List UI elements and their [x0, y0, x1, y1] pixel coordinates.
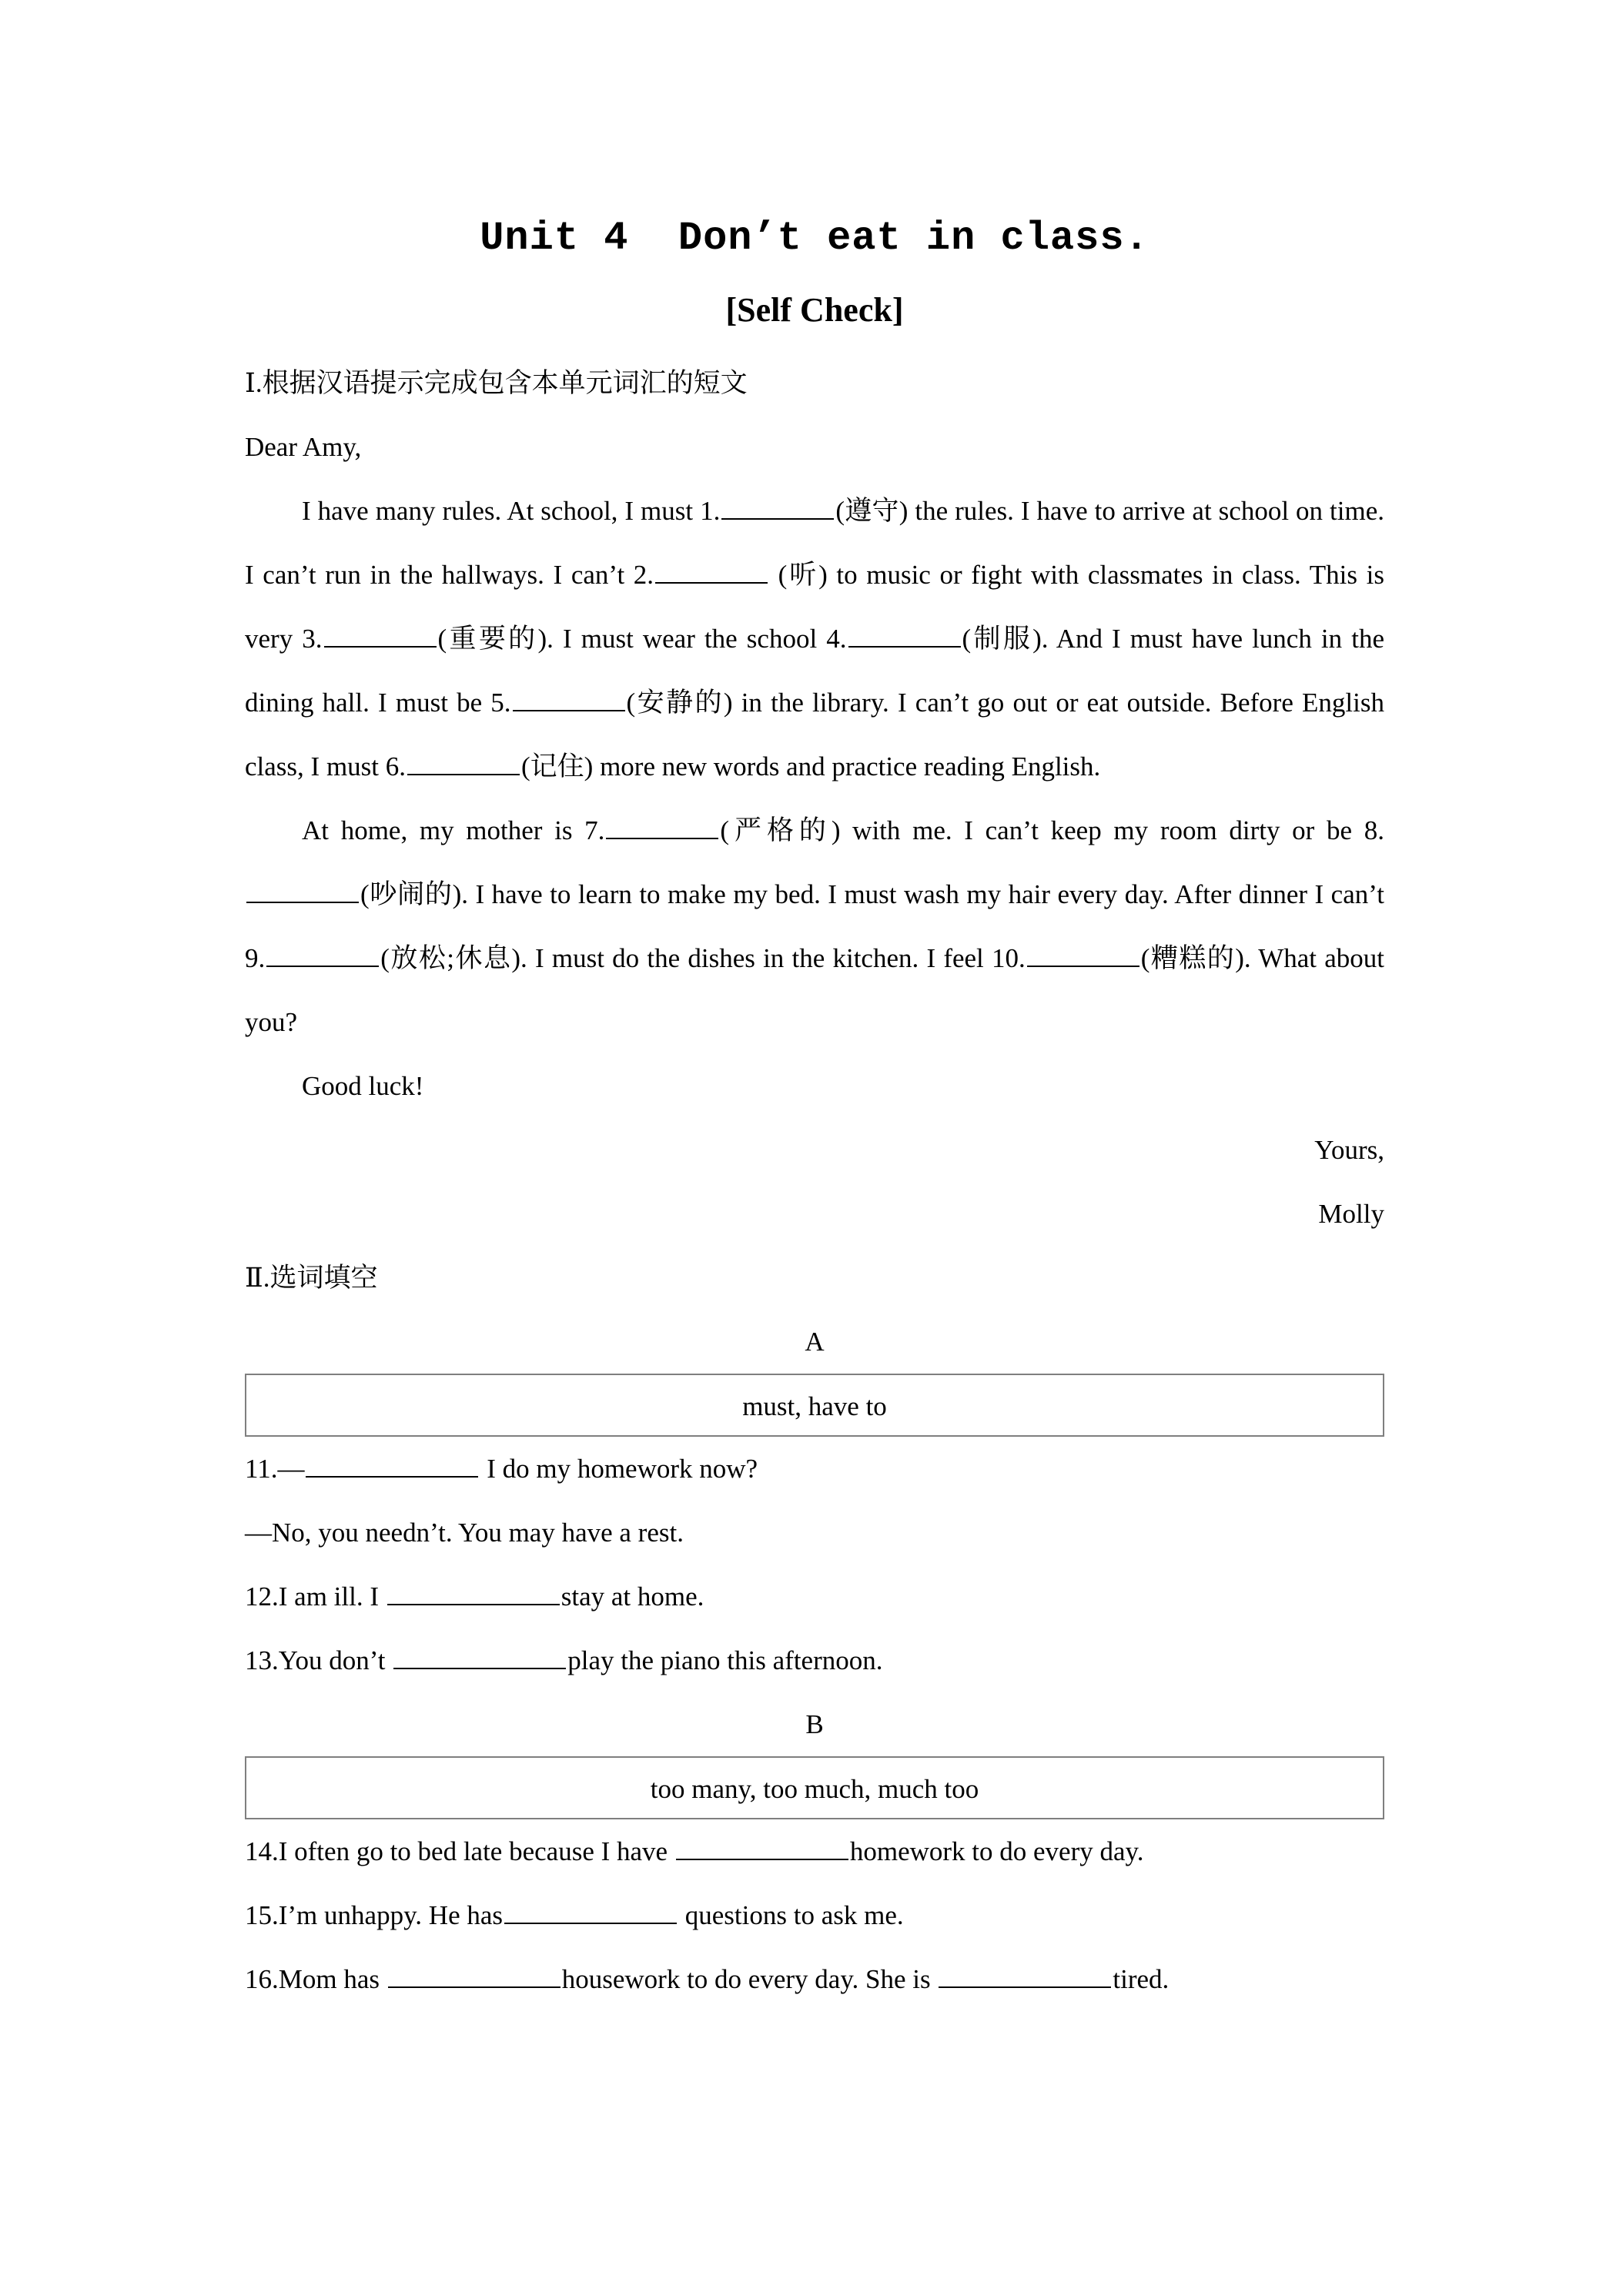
letter-closing: Good luck! [302, 1071, 424, 1101]
p2-text-0: At home, my mother is 7. [302, 815, 605, 845]
question-11 [245, 1437, 1384, 1501]
blank-13[interactable] [393, 1645, 566, 1669]
blank-15[interactable] [504, 1899, 677, 1924]
q11-suffix: I do my homework now? [480, 1454, 758, 1484]
question-16 [245, 1947, 1384, 2011]
q14-prefix: 14.I often go to bed late because I have [245, 1836, 674, 1866]
p1-text-6: (记住) more new words and practice reading English. [521, 751, 1101, 782]
q14-suffix: homework to do every day. [849, 1836, 1144, 1866]
p1-text-3: (重要的). I must wear the school 4. [437, 624, 847, 654]
worksheet-page [245, 208, 1384, 2011]
blank-10[interactable] [1027, 942, 1139, 967]
p1-text-1: (遵守) the rules. I have to arrive at school on time. I can’t run in the hallways. I can’t 2. [245, 496, 1384, 590]
section2-heading: Ⅱ.选词填空 [245, 1263, 378, 1293]
part-a-word-box: must, have to [245, 1374, 1384, 1437]
q13-prefix: 13.You don’t [245, 1645, 393, 1675]
question-11-answer: —No, you needn’t. You may have a rest. [245, 1518, 684, 1548]
p1-text-5: (安静的) in the library. I can’t go out or eat outside. Before English class, I must 6. [245, 688, 1384, 782]
blank-9[interactable] [266, 942, 379, 967]
q16-prefix: 16.Mom has [245, 1964, 387, 1994]
p2-text-2: (吵闹的). I have to learn to make my bed. I must wash my hair every day. After dinner I can’t 9. [245, 879, 1384, 973]
blank-11[interactable] [306, 1453, 478, 1478]
page-title: Unit 4 Don’t eat in class. [480, 216, 1149, 261]
blank-7[interactable] [606, 815, 718, 839]
p2-text-4: (糟糕的). What about you? [245, 943, 1385, 1037]
blank-16a[interactable] [388, 1963, 561, 1988]
letter-sign-off: Yours, [1314, 1135, 1384, 1165]
blank-4[interactable] [848, 623, 961, 648]
p1-text-0: I have many rules. At school, I must 1. [302, 496, 721, 526]
blank-12[interactable] [387, 1581, 560, 1605]
letter-signature: Molly [1318, 1199, 1384, 1229]
p2-text-3: (放松;休息). I must do the dishes in the kitchen. I feel 10. [380, 943, 1026, 973]
q16-suffix: tired. [1113, 1964, 1170, 1994]
question-12 [245, 1565, 1384, 1628]
part-b-label: B [805, 1709, 824, 1739]
blank-16b[interactable] [939, 1963, 1111, 1988]
section1-heading: Ⅰ.根据汉语提示完成包含本单元词汇的短文 [245, 368, 748, 398]
blank-5[interactable] [513, 687, 625, 711]
part-a-label: A [805, 1327, 825, 1357]
q12-suffix: stay at home. [561, 1581, 704, 1612]
letter-paragraph-2 [245, 798, 1384, 1054]
letter-greeting: Dear Amy, [245, 432, 362, 462]
page-subtitle: [Self Check] [725, 291, 904, 329]
p2-text-1: (严格的) with me. I can’t keep my room dirty or be 8. [720, 815, 1385, 845]
part-b-word-box: too many, too much, much too [245, 1756, 1384, 1819]
letter-paragraph-1 [245, 479, 1384, 798]
blank-1[interactable] [721, 495, 834, 520]
q16-middle: housework to do every day. She is [561, 1964, 938, 1994]
blank-8[interactable] [246, 879, 359, 903]
q12-prefix: 12.I am ill. I [245, 1581, 386, 1612]
question-13 [245, 1628, 1384, 1692]
q11-prefix: 11.— [245, 1454, 305, 1484]
q13-suffix: play the piano this afternoon. [567, 1645, 883, 1675]
blank-14[interactable] [676, 1836, 848, 1860]
question-14 [245, 1819, 1384, 1883]
blank-6[interactable] [407, 751, 520, 775]
blank-3[interactable] [324, 623, 437, 648]
question-15 [245, 1883, 1384, 1947]
p1-text-2: (听) to music or fight with classmates in class. This is very 3. [245, 560, 1384, 654]
p1-text-4: (制服). And I must have lunch in the dining hall. I must be 5. [245, 624, 1384, 718]
q15-prefix: 15.I’m unhappy. He has [245, 1900, 504, 1930]
blank-2[interactable] [655, 559, 768, 584]
q15-suffix: questions to ask me. [678, 1900, 904, 1930]
